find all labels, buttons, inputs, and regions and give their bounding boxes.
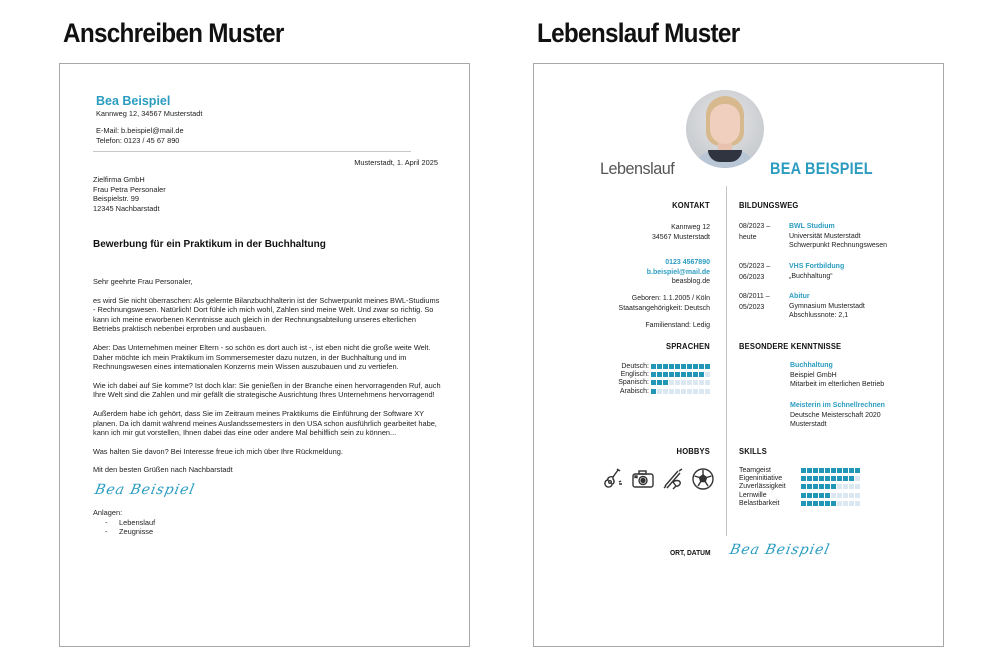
kontakt-address xyxy=(652,223,710,242)
education-item xyxy=(739,262,844,283)
level-bar xyxy=(651,389,710,394)
nationality: Staatsangehörigkeit: Deutsch xyxy=(618,304,710,312)
guitar-icon xyxy=(601,467,625,491)
skill-row xyxy=(739,491,860,499)
edu-title: VHS Fortbildung xyxy=(789,263,845,270)
recipient-address xyxy=(93,175,166,213)
city: 34567 Musterstadt xyxy=(652,233,710,241)
sender-email: E-Mail: b.beispiel@mail.de xyxy=(96,126,184,135)
edu-info: VHS Fortbildung „Buchhaltung“ xyxy=(789,263,845,280)
skill-label: Teamgeist xyxy=(739,466,771,474)
kontakt-heading: KONTAKT xyxy=(672,200,710,210)
language-row xyxy=(618,379,710,387)
recipient-line: Beispielstr. 99 xyxy=(93,194,140,204)
skill-list xyxy=(739,466,860,508)
body-paragraph: Was halten Sie davon? Bei Interesse freue ich mich über Ihre Rückmeldung. xyxy=(93,446,343,456)
body-paragraph: Wie ich dabei auf Sie komme? Ist doch klar: Sie genießen in der Branche einen hervorragenden Ruf, auch Ihre Welt sind die Zahlen und mir gefällt die strategische Ausrichtung Ihres Unternehmens hervorragend! xyxy=(93,380,441,400)
hobbys-heading: HOBBYS xyxy=(676,446,710,456)
soccer-ball-icon xyxy=(691,467,715,491)
attachment-item: - Lebenslauf xyxy=(93,518,155,528)
closing: Mit den besten Grüßen nach Nachbarstadt xyxy=(93,465,233,475)
education-item xyxy=(739,222,887,251)
cv-section-title: Lebenslauf Muster xyxy=(537,18,740,48)
language-label: Deutsch: xyxy=(621,362,649,370)
birth: Geboren: 1.1.2005 / Köln xyxy=(631,295,710,302)
blog-link[interactable]: beasblog.de xyxy=(671,278,710,286)
cv-name: BEA BEISPIEL xyxy=(770,159,873,178)
education-item xyxy=(739,292,865,321)
skill-item: Meisterin im Schnellrechnen Deutsche Meisterschaft 2020 Musterstadt xyxy=(790,402,885,429)
cv-signature: Bea Beispiel xyxy=(728,542,832,558)
cover-letter-page xyxy=(59,63,470,647)
recipient-line: Zielfirma GmbH xyxy=(93,175,145,184)
skill-label: Eigeninitiative xyxy=(739,475,783,483)
cv-doc-title: Lebenslauf xyxy=(600,159,675,178)
letter-signature: Bea Beispiel xyxy=(93,482,197,498)
attachments xyxy=(93,508,155,537)
salutation: Sehr geehrte Frau Personaler, xyxy=(93,277,193,286)
camera-icon xyxy=(631,467,655,491)
edu-date: 08/2011 – 05/2023 xyxy=(739,293,770,311)
kenntnis-title: Meisterin im Schnellrechnen xyxy=(790,402,885,409)
kontakt-online xyxy=(647,258,710,287)
attachments-label: Anlagen: xyxy=(93,508,123,517)
level-bar xyxy=(801,493,860,498)
edu-info: Abitur Gymnasium Musterstadt Abschlussnote: 2,1 xyxy=(789,293,865,320)
edu-date: 08/2023 – heute xyxy=(739,223,771,241)
letter-date: Musterstadt, 1. April 2025 xyxy=(354,158,438,167)
language-label: Arabisch: xyxy=(619,387,649,395)
level-bar xyxy=(801,468,860,473)
language-label: Englisch: xyxy=(620,371,649,379)
skill-row xyxy=(739,500,860,508)
recipient-line: 12345 Nachbarstadt xyxy=(93,203,160,213)
level-bar xyxy=(801,476,860,481)
edu-title: BWL Studium xyxy=(789,223,835,230)
skill-row xyxy=(739,474,860,482)
sender-address: Kannweg 12, 34567 Musterstadt xyxy=(96,109,203,118)
skill-row xyxy=(739,466,860,474)
sprachen-heading: SPRACHEN xyxy=(666,341,710,351)
language-row xyxy=(618,362,710,370)
edu-title: Abitur xyxy=(789,293,810,300)
kenntnisse-heading: BESONDERE KENNTNISSE xyxy=(739,341,842,351)
skill-label: Belastbarkeit xyxy=(739,500,780,508)
attachment-item: - Zeugnisse xyxy=(93,527,155,537)
edu-info: BWL Studium Universität Musterstadt Schwerpunkt Rechnungswesen xyxy=(789,223,888,250)
level-bar xyxy=(651,372,710,377)
skill-label: Lernwille xyxy=(739,491,767,499)
bildungsweg-heading: BILDUNGSWEG xyxy=(739,200,799,210)
email-link[interactable]: b.beispiel@mail.de xyxy=(646,268,710,276)
level-bar xyxy=(651,380,710,385)
level-bar xyxy=(801,484,860,489)
kenntnis-title: Buchhaltung xyxy=(790,362,833,369)
column-divider xyxy=(726,186,727,536)
header-divider xyxy=(93,151,411,152)
baking-tools-icon xyxy=(661,467,685,491)
hobby-icons xyxy=(601,467,715,491)
phone-link[interactable]: 0123 4567890 xyxy=(665,259,710,266)
kontakt-personal xyxy=(619,294,710,313)
skills-heading: SKILLS xyxy=(739,446,767,456)
letter-subject: Bewerbung für ein Praktikum in der Buchhaltung xyxy=(93,239,326,250)
body-paragraph: Aber: Das Unternehmen meiner Eltern - so schön es dort auch ist -, ist eben nicht die große weite Welt. Daher möchte ich mein Praktikum im Sommersemester dazu nutzen, in der Buchhaltung und im Rechnungswesen eines internationalen Konzerns mein Wissen auszubauen und zu vertiefen. xyxy=(93,342,431,372)
profile-photo xyxy=(686,90,764,168)
letter-section-title: Anschreiben Muster xyxy=(63,18,284,48)
skill-label: Zuverlässigkeit xyxy=(739,483,786,491)
marital-status: Familienstand: Ledig xyxy=(645,322,710,329)
place-date-label: ORT, DATUM xyxy=(670,548,711,557)
recipient-line: Frau Petra Personaler xyxy=(93,184,166,194)
level-bar xyxy=(651,364,710,369)
language-list xyxy=(618,362,710,396)
skill-item: Buchhaltung Beispiel GmbH Mitarbeit im elterlichen Betrieb xyxy=(790,362,885,389)
sender-contact xyxy=(96,126,184,145)
level-bar xyxy=(801,501,860,506)
language-label: Spanisch: xyxy=(618,379,649,387)
sender-phone: Telefon: 0123 / 45 67 890 xyxy=(96,135,180,145)
street: Kannweg 12 xyxy=(671,224,710,231)
edu-date: 05/2023 – 06/2023 xyxy=(739,263,771,281)
language-row xyxy=(618,370,710,378)
cv-page xyxy=(533,63,944,647)
sender-name: Bea Beispiel xyxy=(96,94,171,108)
body-paragraph: es wird Sie nicht überraschen: Als gelernte Bilanzbuchhalterin ist der Schwerpunkt meines BWL-Studiums - Rechnungswesen. Natürlich! Dort fühle ich mich wohl, Zahlen sind meine Welt. Und zwar so richtig. So kann ich meine erworbenen Kenntnisse auch gleich in der Rechnungsabteilung unseres elterlichen Betriebs praktisch nebenbei erproben und ausbauen. xyxy=(93,295,440,334)
letter-body xyxy=(93,277,443,484)
skill-row xyxy=(739,483,860,491)
language-row xyxy=(618,387,710,395)
body-paragraph: Außerdem habe ich gehört, dass Sie im Zeitraum meines Praktikums die Einführung der Software XY planen. Da ich damit während meines Auslandssemesters in den USA schon ausführlich gearbeitet habe, kann ich mir gut vorstellen, Ihnen dabei das eine oder andere Mal behilflich sein zu können... xyxy=(93,408,437,438)
